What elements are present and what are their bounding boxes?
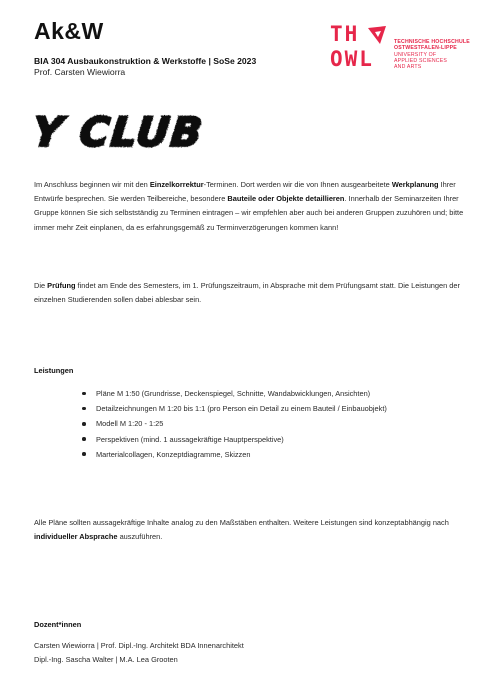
list-item: Marterialcollagen, Konzeptdiagramme, Skizzen bbox=[82, 447, 462, 462]
bullet-icon bbox=[82, 392, 86, 396]
logo-letters-top: TH bbox=[330, 22, 360, 46]
dozenten-line-2: Dipl.-Ing. Sascha Walter | M.A. Lea Grooten bbox=[34, 655, 178, 664]
logo-line-1: TECHNISCHE HOCHSCHULE bbox=[394, 39, 470, 45]
logo-line-2: OSTWESTFALEN-LIPPE bbox=[394, 45, 457, 52]
page-title bbox=[30, 104, 230, 156]
list-item: Modell M 1:20 - 1:25 bbox=[82, 416, 462, 431]
professor-line: Prof. Carsten Wiewiorra bbox=[34, 67, 126, 77]
dozenten-line-1: Carsten Wiewiorra | Prof. Dipl.-Ing. Architekt BDA Innenarchitekt bbox=[34, 641, 244, 650]
brand-title: Ak&W bbox=[34, 18, 104, 44]
intro-bold-3: Bauteile oder Objekte detaillieren bbox=[227, 194, 345, 204]
logo-line-3: UNIVERSITY OF bbox=[394, 51, 437, 58]
logo-text bbox=[394, 39, 470, 70]
plaene-bold: individueller Absprache bbox=[34, 532, 118, 542]
leistungen-heading: Leistungen bbox=[34, 366, 74, 375]
exam-bold: Prüfung bbox=[47, 281, 76, 290]
course-line: BIA 304 Ausbaukonstruktion & Werkstoffe | SoSe 2023 bbox=[34, 56, 257, 66]
list-item: Perspektiven (mind. 1 aussagekräftige Hauptperspektive) bbox=[82, 432, 462, 447]
plaene-paragraph: Alle Pläne sollten aussagekräftige Inhalte analog zu den Maßstäben enthalten. Weitere Leistungen sind konzeptabhängig nach individueller Absprache auszuführen. bbox=[34, 518, 449, 542]
th-owl-logo bbox=[330, 22, 470, 78]
page-title-text: Y CLUB bbox=[30, 110, 206, 156]
bullet-icon bbox=[82, 452, 86, 456]
logo-line-4: APPLIED SCIENCES bbox=[394, 57, 448, 64]
bullet-icon bbox=[82, 437, 86, 441]
exam-paragraph: Die Prüfung findet am Ende des Semesters, im 1. Prüfungszeitraum, in Absprache mit dem Prüfungsamt statt. Die Leistungen der einzelnen Studierenden sollen dabei ablesbar sein. bbox=[34, 281, 460, 305]
logo-line-5: AND ARTS bbox=[394, 64, 422, 71]
intro-bold-1: Einzelkorrektur bbox=[149, 180, 204, 189]
bullet-icon bbox=[82, 407, 86, 411]
leistungen-list bbox=[82, 386, 462, 462]
intro-paragraph: Im Anschluss beginnen wir mit den Einzelkorrektur-Terminen. Dort werden wir die von Ihnen ausgearbeitete Werkplanung Ihrer Entwürfe besprechen. Sie werden Teilbereiche, besondere Bauteile oder Objekte detaillieren. Innerhalb der Seminarzeiten Ihrer Gruppe können Sie sich selbstständig zu Terminen eintragen – wir empfehlen aber auch bei anderen Gruppen zuzuhören und; bitte immer mehr Zeit einplanen, da es erfahrungsgemäß zu Terminverzögerungen kommen kann! bbox=[34, 180, 464, 232]
bullet-icon bbox=[82, 422, 86, 426]
logo-triangle-icon bbox=[366, 24, 388, 46]
logo-letters-bottom: OWL bbox=[330, 47, 374, 71]
list-item: Detailzeichnungen M 1:20 bis 1:1 (pro Person ein Detail zu einem Bauteil / Einbauobjekt) bbox=[82, 401, 462, 416]
list-item: Pläne M 1:50 (Grundrisse, Deckenspiegel, Schnitte, Wandabwicklungen, Ansichten) bbox=[82, 386, 462, 401]
intro-bold-2: Werkplanung bbox=[391, 180, 439, 189]
dozenten-heading: Dozent*innen bbox=[34, 620, 82, 629]
